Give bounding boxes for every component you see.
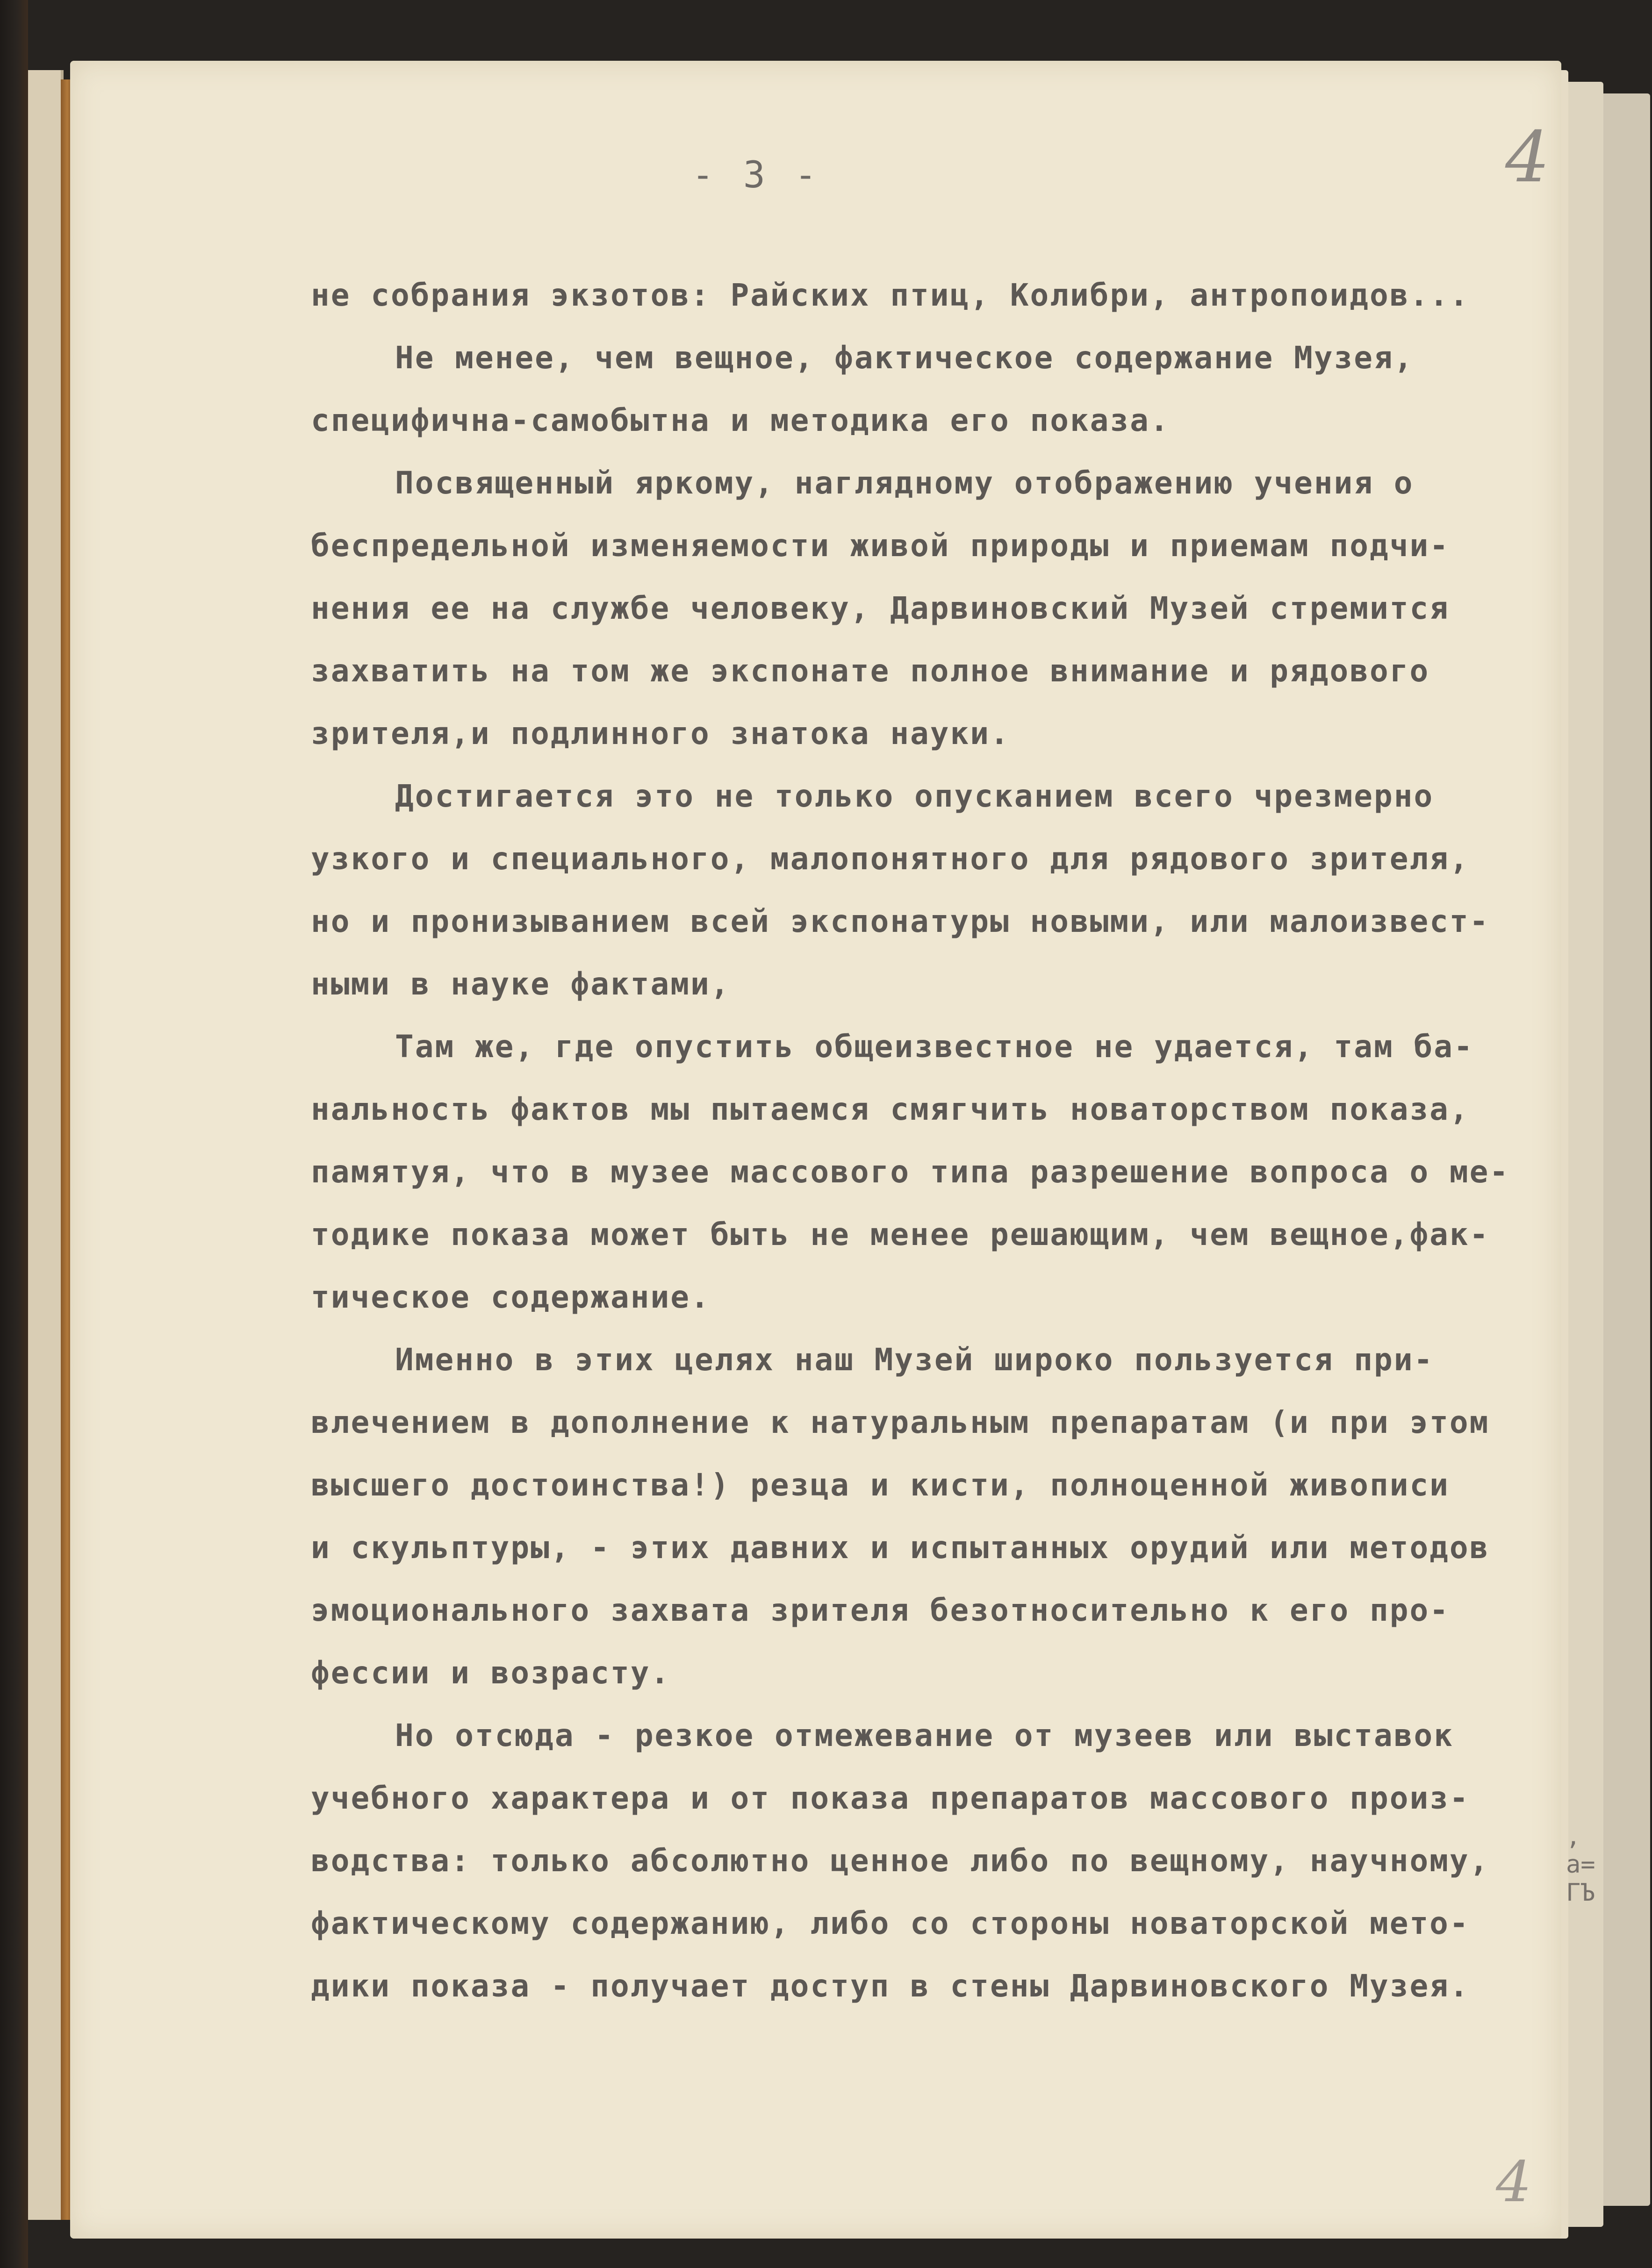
text-line: Не менее, чем вещное, фактическое содержание Музея, <box>395 340 1414 376</box>
text-line: Посвященный яркому, наглядному отображению учения о <box>395 465 1414 501</box>
text-line: высшего достоинства!) резца и кисти, полноценной живописи <box>311 1467 1450 1503</box>
document-body <box>311 264 1573 2018</box>
text-line: ными в науке фактами, <box>311 966 731 1002</box>
text-line: фессии и возрасту. <box>311 1655 671 1691</box>
previous-page-edge <box>28 70 64 2220</box>
text-line: водства: только абсолютно ценное либо по вещному, научному, <box>311 1843 1490 1879</box>
text-line: специфична-самобытна и методика его показа. <box>311 402 1170 438</box>
text-line: эмоционального захвата зрителя безотносительно к его про- <box>311 1592 1450 1628</box>
text-line: фактическому содержанию, либо со стороны новаторской мето- <box>311 1905 1470 1941</box>
bottom-folio-mark: 4 <box>1496 2150 1532 2215</box>
text-line: захватить на том же экспонате полное внимание и рядового <box>311 653 1430 689</box>
text-line: Именно в этих целях наш Музей широко пользуется при- <box>395 1342 1434 1378</box>
text-line: нальность фактов мы пытаемся смягчить новаторством показа, <box>311 1091 1470 1127</box>
text-line: зрителя,и подлинного знатока науки. <box>311 715 1010 751</box>
text-line: памятуя, что в музее массового типа разрешение вопроса о ме- <box>311 1154 1510 1190</box>
text-line: тическое содержание. <box>311 1279 711 1315</box>
text-line: нения ее на службе человеку, Дарвиновский Музей стремится <box>311 590 1450 626</box>
text-line: но и пронизыванием всей экспонатуры новыми, или малоизвест- <box>311 903 1490 939</box>
text-line: тодике показа может быть не менее решающим, чем вещное,фак- <box>311 1216 1490 1252</box>
archive-folio-number: 4 <box>1505 117 1550 198</box>
text-line: Но отсюда - резкое отмежевание от музеев или выставок <box>395 1717 1454 1753</box>
page-number: - 3 - <box>692 154 820 196</box>
text-line: узкого и специального, малопонятного для рядового зрителя, <box>311 841 1470 877</box>
text-line: влечением в дополнение к натуральным препаратам (и при этом <box>311 1404 1490 1440</box>
text-line: дики показа - получает доступ в стены Дарвиновского Музея. <box>311 1968 1470 2004</box>
text-line: Достигается это не только опусканием всего чрезмерно <box>395 778 1434 814</box>
text-line: беспредельной изменяемости живой природы и приемам подчи- <box>311 528 1450 564</box>
text-line: и скульптуры, - этих давних и испытанных орудий или методов <box>311 1530 1490 1566</box>
text-line: не собрания экзотов: Райских птиц, Колибри, антропоидов... <box>311 277 1470 313</box>
text-line: Там же, где опустить общеизвестное не удается, там ба- <box>395 1029 1474 1065</box>
text-line: учебного характера и от показа препаратов массового произ- <box>311 1780 1470 1816</box>
binding-spine <box>0 0 28 2268</box>
margin-text-fragment: , a= ГЪ <box>1566 1823 1595 1907</box>
